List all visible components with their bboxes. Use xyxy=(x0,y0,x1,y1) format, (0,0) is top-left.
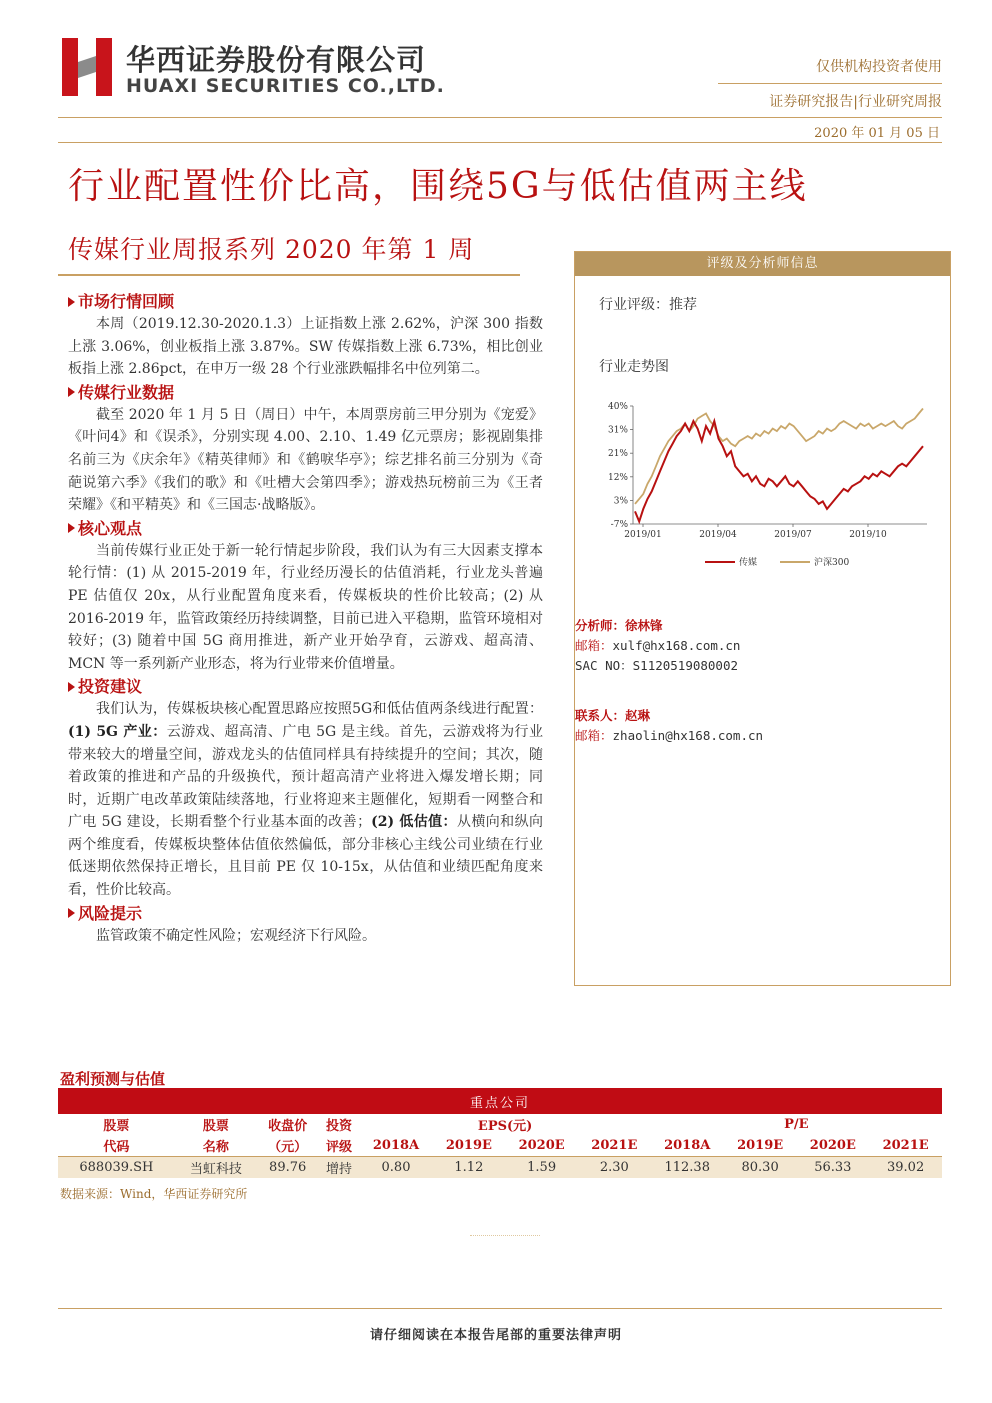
trend-chart-label: 行业走势图 xyxy=(599,359,669,375)
section-heading: 核心观点 xyxy=(68,517,543,540)
table-cell: 1.12 xyxy=(433,1157,506,1179)
table-row xyxy=(58,1157,942,1179)
section-market-review xyxy=(68,290,543,381)
section-heading: 风险提示 xyxy=(68,902,543,925)
report-date: 2020 年 01 月 05 日 xyxy=(814,126,940,141)
table-header: 股票 xyxy=(103,1119,130,1134)
table-cell: 2.30 xyxy=(578,1157,651,1179)
industry-trend-chart xyxy=(587,394,943,584)
triangle-bullet-icon xyxy=(68,297,75,307)
table-cell: 688039.SH xyxy=(58,1157,175,1179)
company-name-cn: 华西证券股份有限公司 xyxy=(126,43,427,77)
paragraph: 本周（2019.12.30-2020.1.3）上证指数上涨 2.62%，沪深 300 指数上涨 3.06%，创业板指上涨 3.87%。SW 传媒指数上涨 6.73%，相比创业板指上涨 2.86pct，在申万一级 28 个行业涨跌幅排名中位列第二。 xyxy=(68,316,543,378)
dotted-divider xyxy=(470,1235,540,1237)
table-header: 2018A xyxy=(651,1135,724,1157)
company-name-en: HUAXI SECURITIES CO.,LTD. xyxy=(126,75,445,97)
y-tick-label: 3% xyxy=(613,496,628,507)
table-header: 2021E xyxy=(578,1135,651,1157)
table-cell: 0.80 xyxy=(359,1157,432,1179)
y-tick-label: -7% xyxy=(610,520,628,530)
section-industry-data xyxy=(68,381,543,517)
report-type: 证券研究报告|行业研究周报 xyxy=(769,94,942,110)
table-header: 投资 xyxy=(325,1119,352,1134)
usage-note: 仅供机构投资者使用 xyxy=(816,59,942,75)
contact-email[interactable]: zhaolin@hx168.com.cn xyxy=(612,728,764,743)
table-header: 股票 xyxy=(202,1119,229,1134)
section-risk xyxy=(68,902,543,948)
table-header: 2018A xyxy=(359,1135,432,1157)
table-header: P/E xyxy=(784,1117,809,1132)
table-header: EPS(元) xyxy=(477,1119,533,1134)
y-tick-label: 12% xyxy=(607,472,628,483)
footer-rule xyxy=(58,1308,942,1309)
report-body xyxy=(68,290,543,947)
table-cell: 1.59 xyxy=(505,1157,578,1179)
section-heading: 投资建议 xyxy=(68,675,543,698)
company-logo-icon xyxy=(62,38,112,96)
report-subtitle: 传媒行业周报系列 2020 年第 1 周 xyxy=(68,235,475,264)
x-tick-label: 2019/01 xyxy=(624,530,662,540)
table-header: 收盘价 xyxy=(268,1119,308,1134)
section-core-view xyxy=(68,517,543,676)
forecast-table xyxy=(58,1088,942,1178)
table-cell: 39.02 xyxy=(869,1157,942,1179)
table-cell: 当虹科技 xyxy=(175,1157,257,1179)
contact-name: 赵琳 xyxy=(625,708,651,723)
series-line-csi300 xyxy=(635,409,923,504)
triangle-bullet-icon xyxy=(68,908,75,918)
table-header: 名称 xyxy=(175,1135,257,1157)
legend-label: 沪深300 xyxy=(814,558,850,568)
forecast-table-title: 盈利预测与估值 xyxy=(60,1070,166,1088)
section-heading: 传媒行业数据 xyxy=(68,381,543,404)
table-header: 2019E xyxy=(724,1135,797,1157)
data-source: 数据来源：Wind，华西证券研究所 xyxy=(60,1187,248,1201)
analyst-name: 徐林锋 xyxy=(625,618,663,633)
table-cell: 112.38 xyxy=(651,1157,724,1179)
header-rule xyxy=(58,117,942,118)
analyst-email[interactable]: xulf@hx168.com.cn xyxy=(612,638,741,653)
table-cell: 80.30 xyxy=(724,1157,797,1179)
table-header: 2021E xyxy=(869,1135,942,1157)
paragraph: 我们认为，传媒板块核心配置思路应按照5G和低估值两条线进行配置：(1) 5G 产业：云游戏、超高清、广电 5G 是主线。首先，云游戏将为行业带来较大的增量空间，游戏龙头的估值同样具有持续提升的空间；其次，随着政策的推进和产品的升级换代，预计超高清产业将进入爆发增长期；同时，近期广电改革政策陆续落地，行业将迎来主题催化，短期看一网整合和广电 5G 建设，长期看整个行业基本面的改善；(2) 低估值：从横向和纵向两个维度看，传媒板块整体估值依然偏低，部分非核心主线公司业绩在行业低迷期依然保持正增长，且目前 PE 仅 10-15x，从估值和业绩匹配角度来看，性价比较高。 xyxy=(68,701,543,899)
y-tick-label: 40% xyxy=(607,402,628,412)
series-line-media xyxy=(635,421,923,521)
table-header: 2019E xyxy=(433,1135,506,1157)
y-tick-label: 31% xyxy=(607,425,628,436)
paragraph: 监管政策不确定性风险；宏观经济下行风险。 xyxy=(96,927,376,944)
y-tick-label: 21% xyxy=(607,449,628,460)
date-rule xyxy=(58,142,942,143)
report-title: 行业配置性价比高，围绕5G与低估值两主线 xyxy=(68,166,808,207)
triangle-bullet-icon xyxy=(68,387,75,397)
table-cell: 89.76 xyxy=(257,1157,319,1179)
table-band: 重点公司 xyxy=(58,1088,942,1114)
industry-rating: 行业评级：推荐 xyxy=(599,297,697,313)
paragraph: 当前传媒行业正处于新一轮行情起步阶段，我们认为有三大因素支撑本轮行情：(1) 从 2015-2019 年，行业经历漫长的估值消耗，行业龙头普遍 PE 估值仅 20x，从行业配置角度来看，传媒板块的性价比较高；(2) 从 2016-2019 年，监管政策经历持续调整，目前已进入平稳期，监管环境相对较好；(3) 随着中国 5G 商用推进，新产业开始孕育，云游戏、超高清、MCN 等一系列新产业形态，将为行业带来价值增量。 xyxy=(68,542,543,672)
analyst-info: 分析师：徐林锋 邮箱：xulf@hx168.com.cn SAC NO：S1120519080002 联系人：赵琳 邮箱：zhaolin@hx168.com.cn xyxy=(575,618,764,743)
x-tick-label: 2019/07 xyxy=(774,530,812,540)
x-tick-label: 2019/04 xyxy=(699,530,737,540)
panel-heading: 评级及分析师信息 xyxy=(575,252,950,276)
paragraph: 截至 2020 年 1 月 5 日（周日）中午，本周票房前三甲分别为《宠爱》《叶问4》和《误杀》，分别实现 4.00、2.10、1.49 亿元票房；影视剧集排名前三为《庆余年》《精英律师》和《鹤唳华亭》；综艺排名前三分别为《奇葩说第六季》《我们的歌》和《吐槽大会第四季》；游戏热玩榜前三为《王者荣耀》《和平精英》和《三国志·战略版》。 xyxy=(68,406,543,514)
table-header: 2020E xyxy=(505,1135,578,1157)
subtitle-underline xyxy=(58,274,520,276)
triangle-bullet-icon xyxy=(68,682,75,692)
table-header: 2020E xyxy=(796,1135,869,1157)
table-cell: 增持 xyxy=(318,1157,359,1179)
legal-notice: 请仔细阅读在本报告尾部的重要法律声明 xyxy=(369,1328,622,1343)
sac-number: SAC NO：S1120519080002 xyxy=(575,658,739,673)
table-header: 评级 xyxy=(318,1135,359,1157)
x-tick-label: 2019/10 xyxy=(849,530,887,540)
header-divider xyxy=(718,83,942,84)
legend-label: 传媒 xyxy=(739,558,758,568)
table-header: （元） xyxy=(257,1135,319,1157)
section-heading: 市场行情回顾 xyxy=(68,290,543,313)
table-cell: 56.33 xyxy=(796,1157,869,1179)
section-investment-advice xyxy=(68,675,543,901)
rating-analyst-panel xyxy=(574,251,951,986)
table-header: 代码 xyxy=(58,1135,175,1157)
triangle-bullet-icon xyxy=(68,523,75,533)
